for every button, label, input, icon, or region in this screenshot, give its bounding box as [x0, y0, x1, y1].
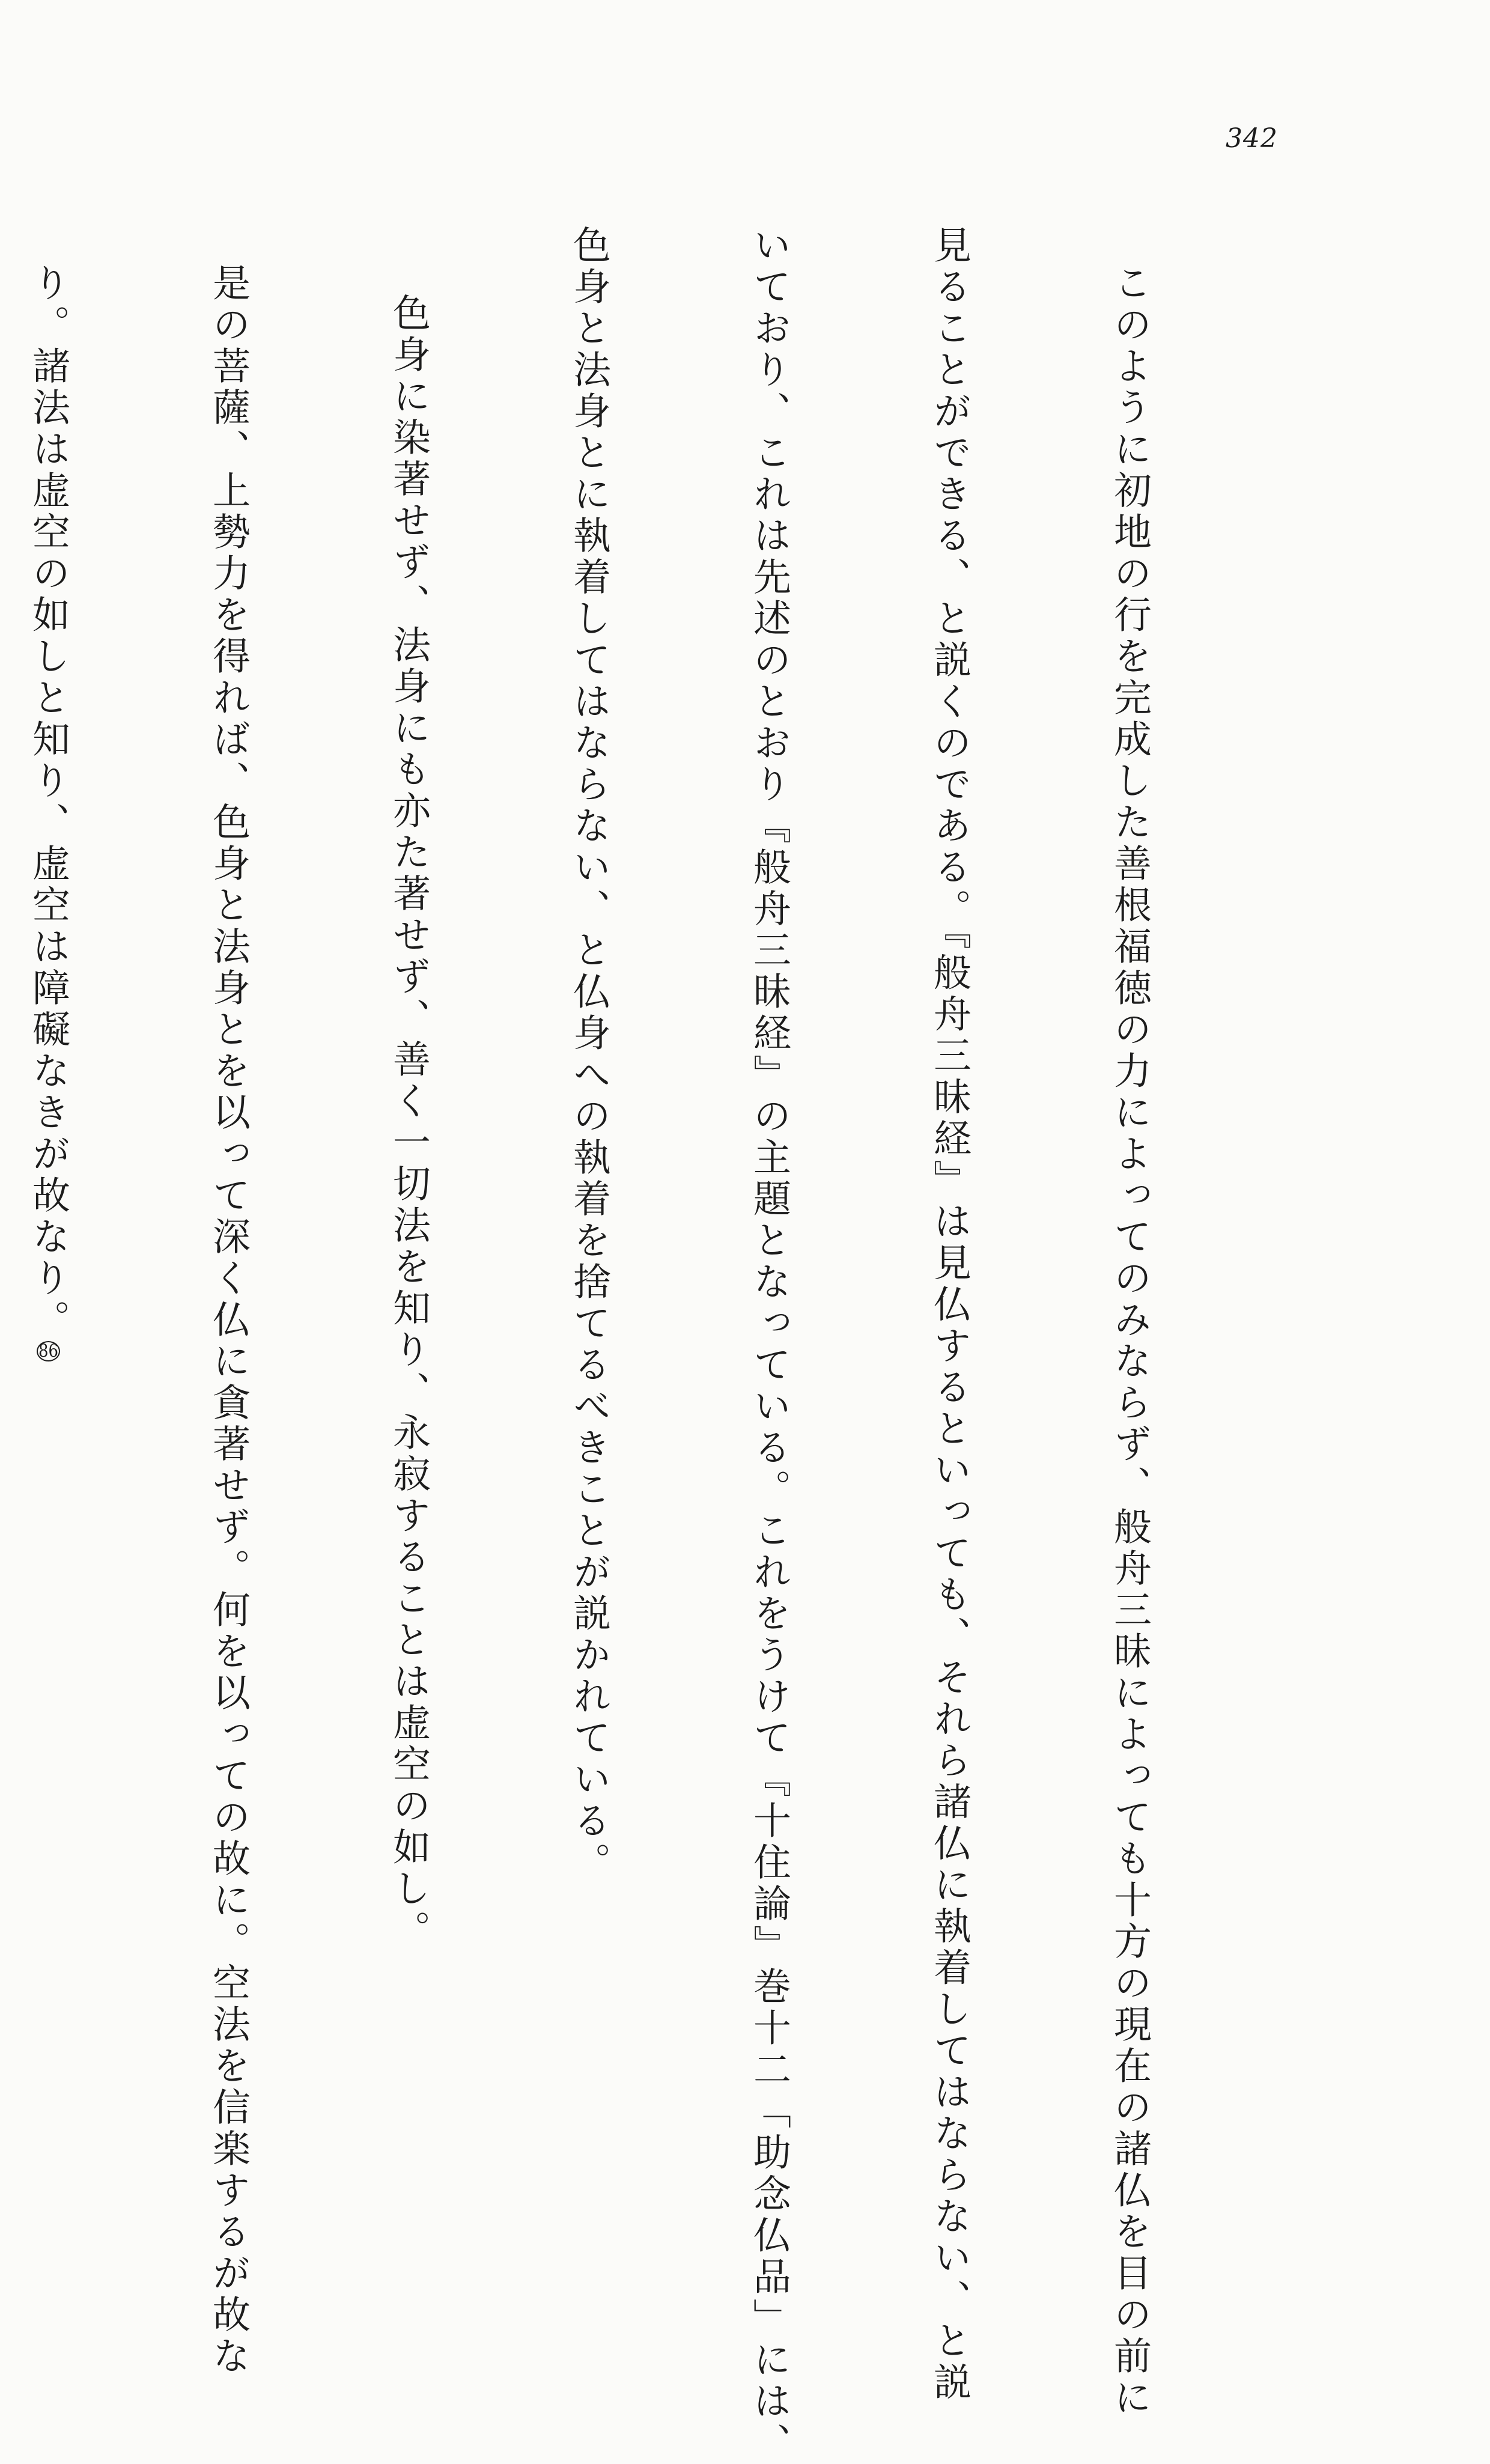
page-number: 342 [1226, 123, 1278, 154]
text-line: 見ることができる、と説くのである。『般舟三昧経』は見仏するといっても、それら諸仏に執着してはならない、と説 [928, 225, 972, 2404]
text-line: いており、これは先述のとおり『般舟三昧経』の主題となっている。これをうけて『十住論』巻十二「助念仏品」には、 [747, 225, 791, 2464]
body-text [26, 225, 1280, 2464]
footnote-marker: 86 [37, 1341, 60, 1361]
text-line: このように初地の行を完成した善根福徳の力によってのみならず、般舟三昧によっても十方の現在の諸仏を目の前に [1108, 263, 1152, 2419]
quote-line: り。諸法は虚空の如しと知り、虚空は障礙なきが故なり。86 [26, 263, 70, 1360]
quote-line: 是の菩薩、上勢力を得れば、色身と法身とを以って深く仏に貪著せず。何を以っての故に。空法を信楽するが故な [207, 263, 251, 2377]
text-line: 色身と法身とに執着してはならない、と仏身への執着を捨てるべきことが説かれている。 [567, 225, 611, 1884]
quote-line: 色身に染著せず、法身にも亦た著せず、善く一切法を知り、永寂することは虚空の如し。 [387, 293, 431, 1952]
